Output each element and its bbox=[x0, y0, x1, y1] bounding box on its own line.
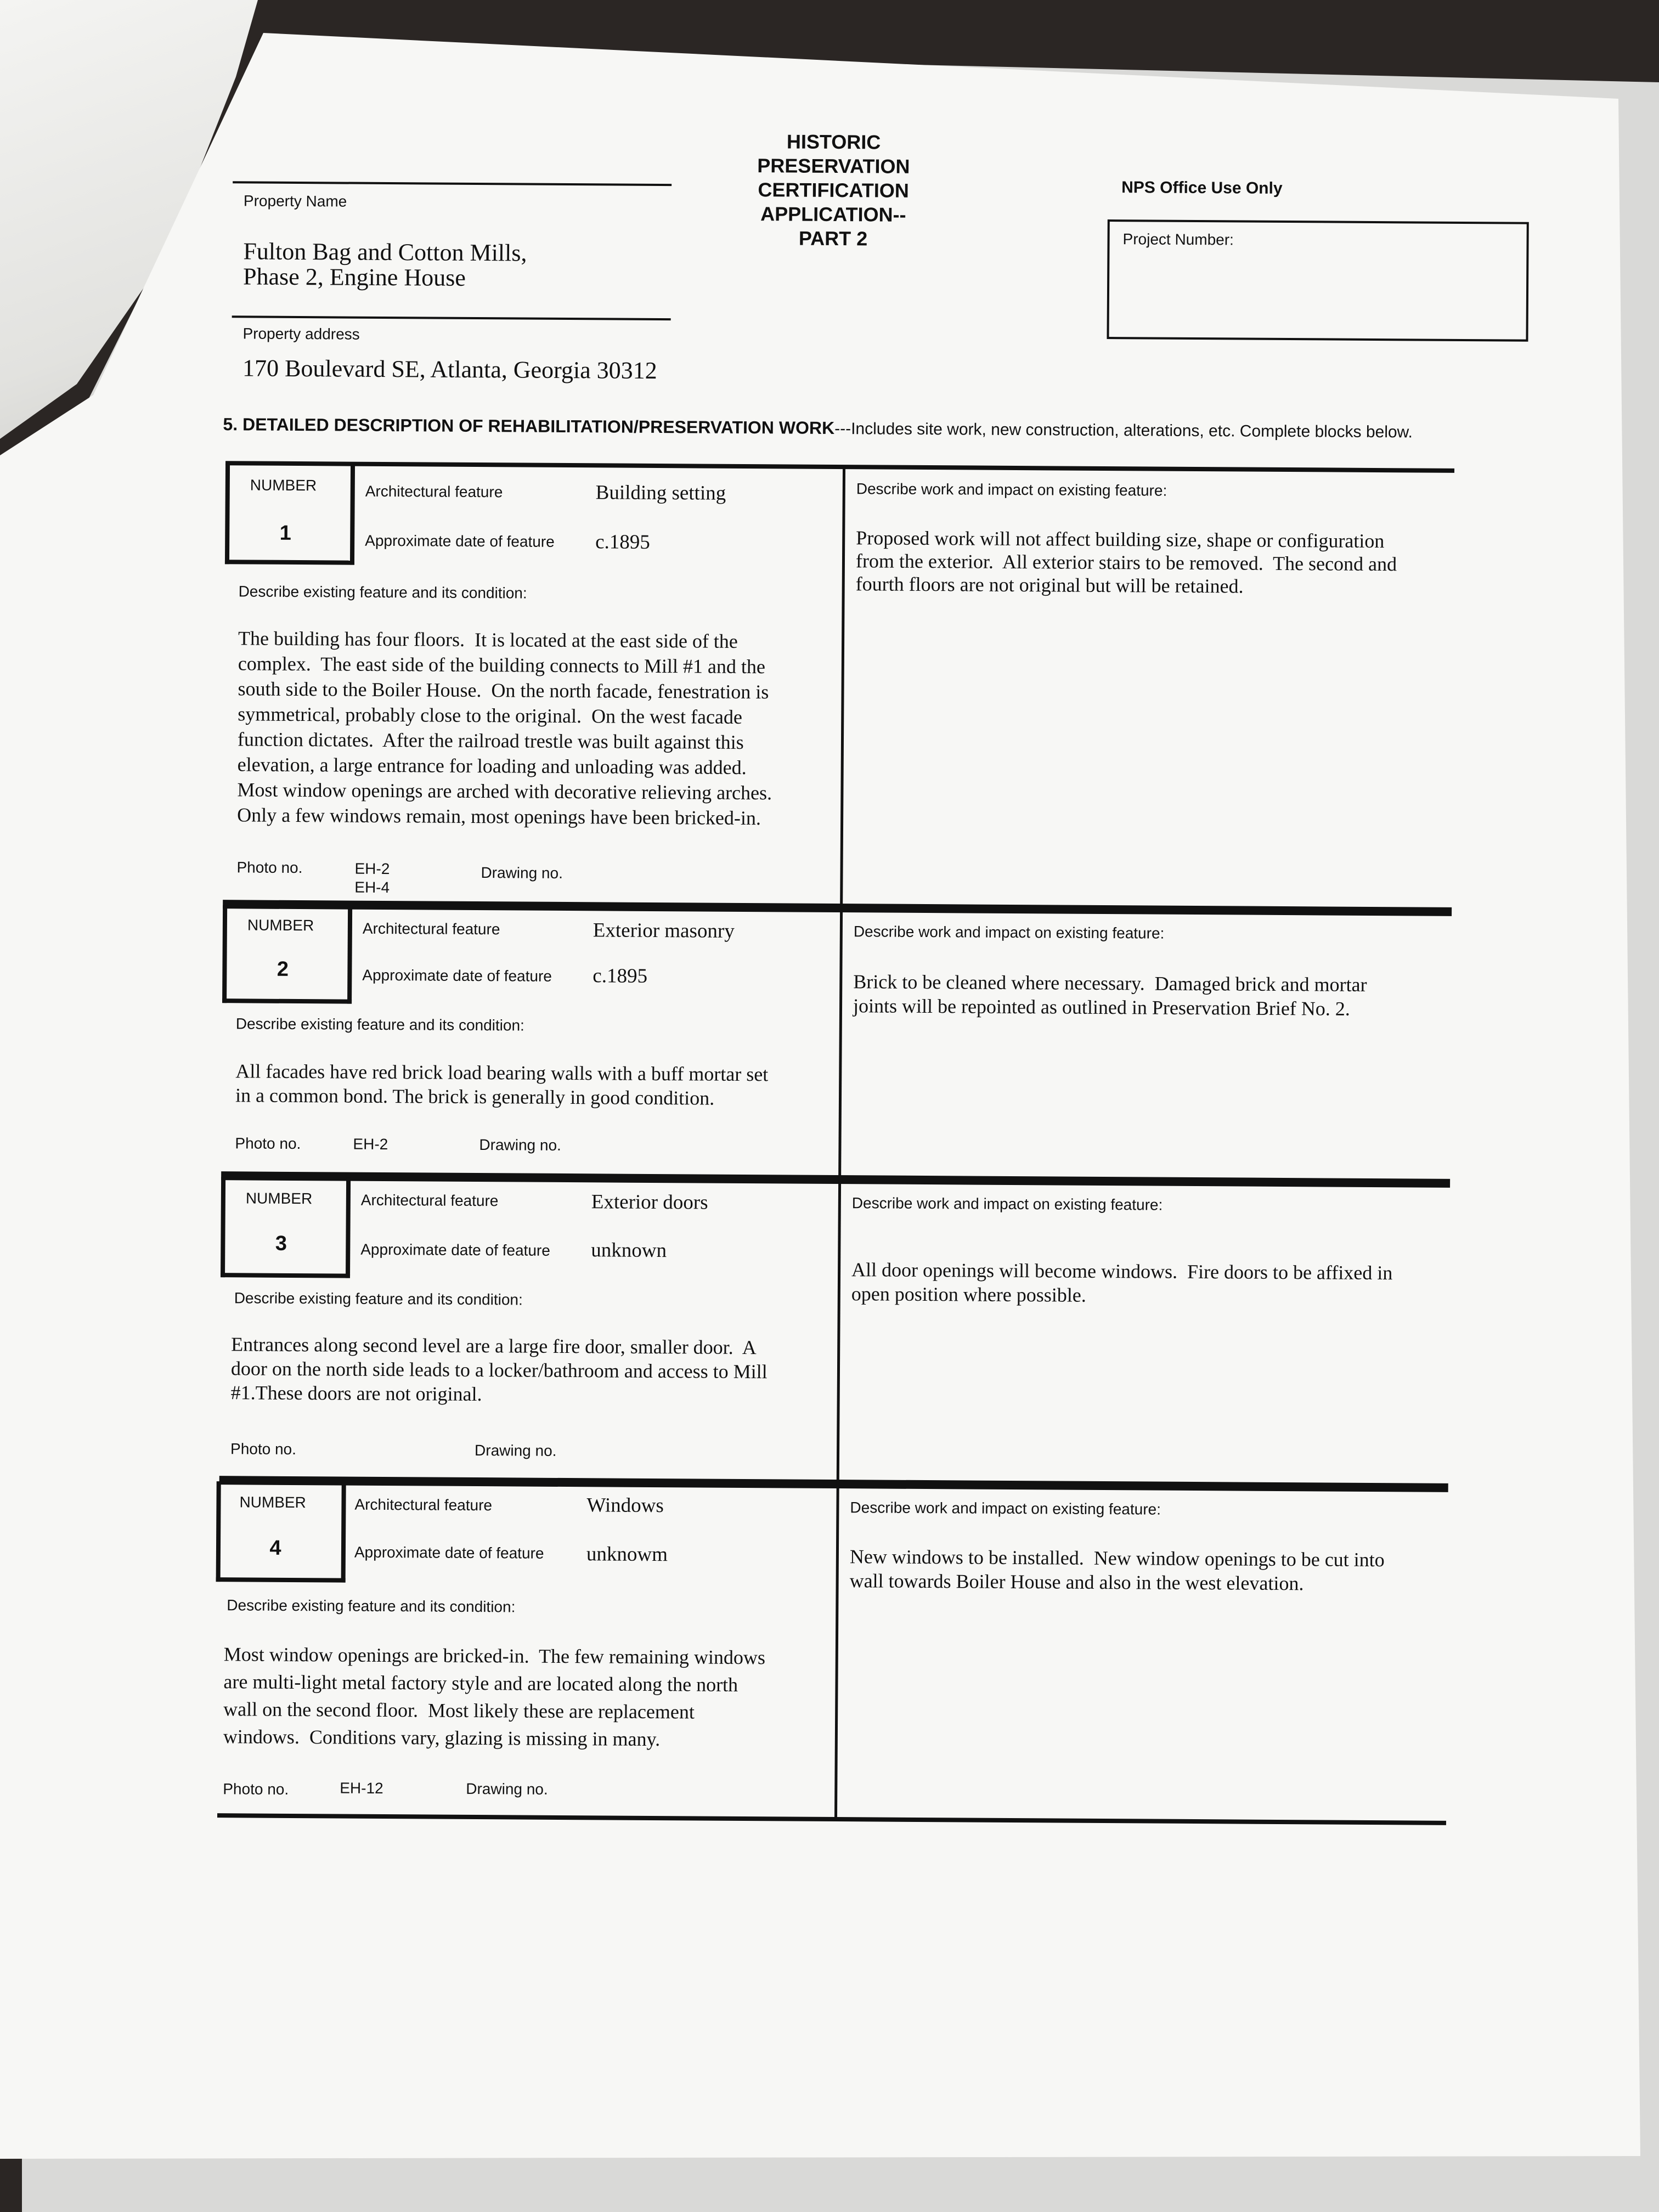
block-3-top-rule bbox=[221, 1171, 1450, 1188]
block-1-number-label: NUMBER bbox=[250, 476, 317, 494]
description-line: fourth floors are not original but will be retained. bbox=[855, 573, 1244, 597]
block-2-drawing-label: Drawing no. bbox=[479, 1136, 561, 1154]
block-3-date-label: Approximate date of feature bbox=[360, 1240, 550, 1259]
block-1-existing-text bbox=[237, 625, 831, 831]
form-title: HISTORIC PRESERVATION CERTIFICATION APPLICATION-- PART 2 bbox=[757, 130, 910, 250]
description-line: in a common bond. The brick is generally in good condition. bbox=[235, 1084, 715, 1109]
description-line: from the exterior. All exterior stairs to be removed. The second and bbox=[855, 550, 1397, 575]
block-4-work-text bbox=[850, 1544, 1459, 1596]
block-3-existing-text bbox=[231, 1332, 835, 1408]
block-4-feature: Windows bbox=[586, 1494, 664, 1517]
block-2-photo-label: Photo no. bbox=[235, 1135, 301, 1153]
block-2-photo-value: EH-2 bbox=[353, 1135, 388, 1153]
block-3-feature-label: Architectural feature bbox=[360, 1191, 499, 1210]
block-2-feature: Exterior masonry bbox=[592, 919, 735, 943]
block-1-number: 1 bbox=[279, 521, 291, 545]
block-2-work-label: Describe work and impact on existing feature: bbox=[853, 923, 1165, 942]
block-4-number-label: NUMBER bbox=[239, 1493, 306, 1511]
nps-office-label: NPS Office Use Only bbox=[1121, 178, 1283, 198]
block-2-number-label: NUMBER bbox=[247, 916, 314, 934]
block-3-date: unknown bbox=[591, 1239, 667, 1262]
description-line: Brick to be cleaned where necessary. Damaged brick and mortar bbox=[853, 970, 1367, 996]
block-4-existing-text bbox=[223, 1640, 833, 1754]
block-2-existing-label: Describe existing feature and its condition: bbox=[235, 1015, 524, 1034]
block-3-drawing-label: Drawing no. bbox=[474, 1442, 557, 1459]
block-2-top-rule bbox=[223, 900, 1452, 916]
block-3-number-label: NUMBER bbox=[245, 1189, 313, 1207]
property-name-value: Fulton Bag and Cotton Mills, Phase 2, Engine House bbox=[242, 238, 527, 291]
description-line: windows. Conditions vary, glazing is missing in many. bbox=[223, 1725, 661, 1751]
description-line: Most window openings are arched with decorative relieving arches. bbox=[237, 778, 772, 804]
block-1-work-label: Describe work and impact on existing feature: bbox=[856, 480, 1167, 499]
description-line: #1.These doors are not original. bbox=[230, 1381, 482, 1406]
column-divider bbox=[834, 467, 845, 1820]
block-1-top-rule bbox=[225, 461, 1454, 473]
description-line: wall on the second floor. Most likely these are replacement bbox=[223, 1698, 695, 1723]
property-address-rule bbox=[232, 315, 671, 320]
description-line: symmetrical, probably close to the original. On the west facade bbox=[238, 703, 743, 728]
block-2-existing-text bbox=[235, 1059, 834, 1111]
description-line: south side to the Boiler House. On the north facade, fenestration is bbox=[238, 678, 769, 703]
block-1-feature-label: Architectural feature bbox=[365, 482, 503, 501]
description-line: function dictates. After the railroad trestle was built against this bbox=[237, 728, 744, 753]
form-content bbox=[198, 110, 1525, 1874]
block-3-photo-label: Photo no. bbox=[230, 1440, 297, 1458]
block-4-existing-label: Describe existing feature and its condition: bbox=[227, 1596, 516, 1616]
block-1-photo-values: EH-2 EH-4 bbox=[354, 860, 390, 896]
block-4-date-label: Approximate date of feature bbox=[354, 1543, 544, 1562]
form-bottom-rule bbox=[217, 1813, 1446, 1825]
description-line: Proposed work will not affect building size, shape or configuration bbox=[856, 527, 1385, 552]
description-line: complex. The east side of the building connects to Mill #1 and the bbox=[238, 652, 766, 678]
block-1-date: c.1895 bbox=[595, 531, 651, 554]
block-2-number: 2 bbox=[276, 957, 289, 981]
description-line: joints will be repointed as outlined in Preservation Brief No. 2. bbox=[853, 995, 1350, 1020]
description-line: All door openings will become windows. Fire doors to be affixed in bbox=[851, 1259, 1393, 1284]
block-4-number: 4 bbox=[269, 1536, 281, 1560]
block-4-feature-label: Architectural feature bbox=[354, 1496, 493, 1514]
block-4-photo-label: Photo no. bbox=[223, 1780, 289, 1798]
property-name-rule bbox=[233, 181, 672, 186]
description-line: New windows to be installed. New window openings to be cut into bbox=[849, 1545, 1385, 1571]
block-2-feature-label: Architectural feature bbox=[362, 919, 500, 938]
description-line: door on the north side leads to a locker/bathroom and access to Mill bbox=[230, 1357, 768, 1383]
block-3-work-text bbox=[851, 1257, 1455, 1310]
project-number-box bbox=[1107, 219, 1528, 342]
description-line: open position where possible. bbox=[851, 1283, 1086, 1306]
block-1-existing-label: Describe existing feature and its condition: bbox=[238, 583, 527, 602]
property-name-label: Property Name bbox=[243, 192, 347, 210]
description-line: The building has four floors. It is located at the east side of the bbox=[238, 627, 738, 652]
property-address-value: 170 Boulevard SE, Atlanta, Georgia 30312 bbox=[242, 354, 657, 385]
description-line: Entrances along second level are a large fire door, smaller door. A bbox=[231, 1333, 757, 1359]
description-line: are multi-light metal factory style and are located along the north bbox=[223, 1671, 738, 1696]
block-4-work-label: Describe work and impact on existing feature: bbox=[850, 1499, 1161, 1518]
block-4-date: unknowm bbox=[586, 1543, 668, 1566]
block-2-work-text bbox=[853, 969, 1457, 1022]
section-5-title: 5. DETAILED DESCRIPTION OF REHABILITATION/PRESERVATION WORK---Includes site work, new construction, alterations, etc. Complete blocks below. bbox=[223, 414, 1413, 442]
block-1-drawing-label: Drawing no. bbox=[481, 864, 563, 882]
block-2-date: c.1895 bbox=[592, 964, 648, 988]
description-line: Most window openings are bricked-in. The few remaining windows bbox=[223, 1643, 766, 1669]
block-3-existing-label: Describe existing feature and its condition: bbox=[234, 1289, 523, 1308]
block-2-date-label: Approximate date of feature bbox=[362, 966, 552, 985]
block-4-top-rule bbox=[219, 1476, 1448, 1492]
block-3-feature: Exterior doors bbox=[591, 1190, 708, 1214]
block-4-photo-value: EH-12 bbox=[340, 1779, 383, 1797]
block-1-date-label: Approximate date of feature bbox=[365, 532, 555, 550]
property-address-label: Property address bbox=[242, 325, 360, 343]
block-1-feature: Building setting bbox=[595, 481, 726, 505]
description-line: wall towards Boiler House and also in the west elevation. bbox=[849, 1570, 1304, 1595]
block-3-work-label: Describe work and impact on existing feature: bbox=[851, 1194, 1163, 1214]
description-line: Only a few windows remain, most openings have been bricked-in. bbox=[237, 804, 761, 830]
block-4-drawing-label: Drawing no. bbox=[466, 1780, 548, 1798]
block-1-work-text bbox=[856, 526, 1460, 599]
block-1-photo-label: Photo no. bbox=[236, 859, 303, 877]
block-3-number: 3 bbox=[275, 1232, 287, 1255]
project-number-label: Project Number: bbox=[1122, 230, 1234, 249]
description-line: elevation, a large entrance for loading and unloading was added. bbox=[237, 753, 747, 779]
description-line: All facades have red brick load bearing walls with a buff mortar set bbox=[235, 1060, 769, 1086]
